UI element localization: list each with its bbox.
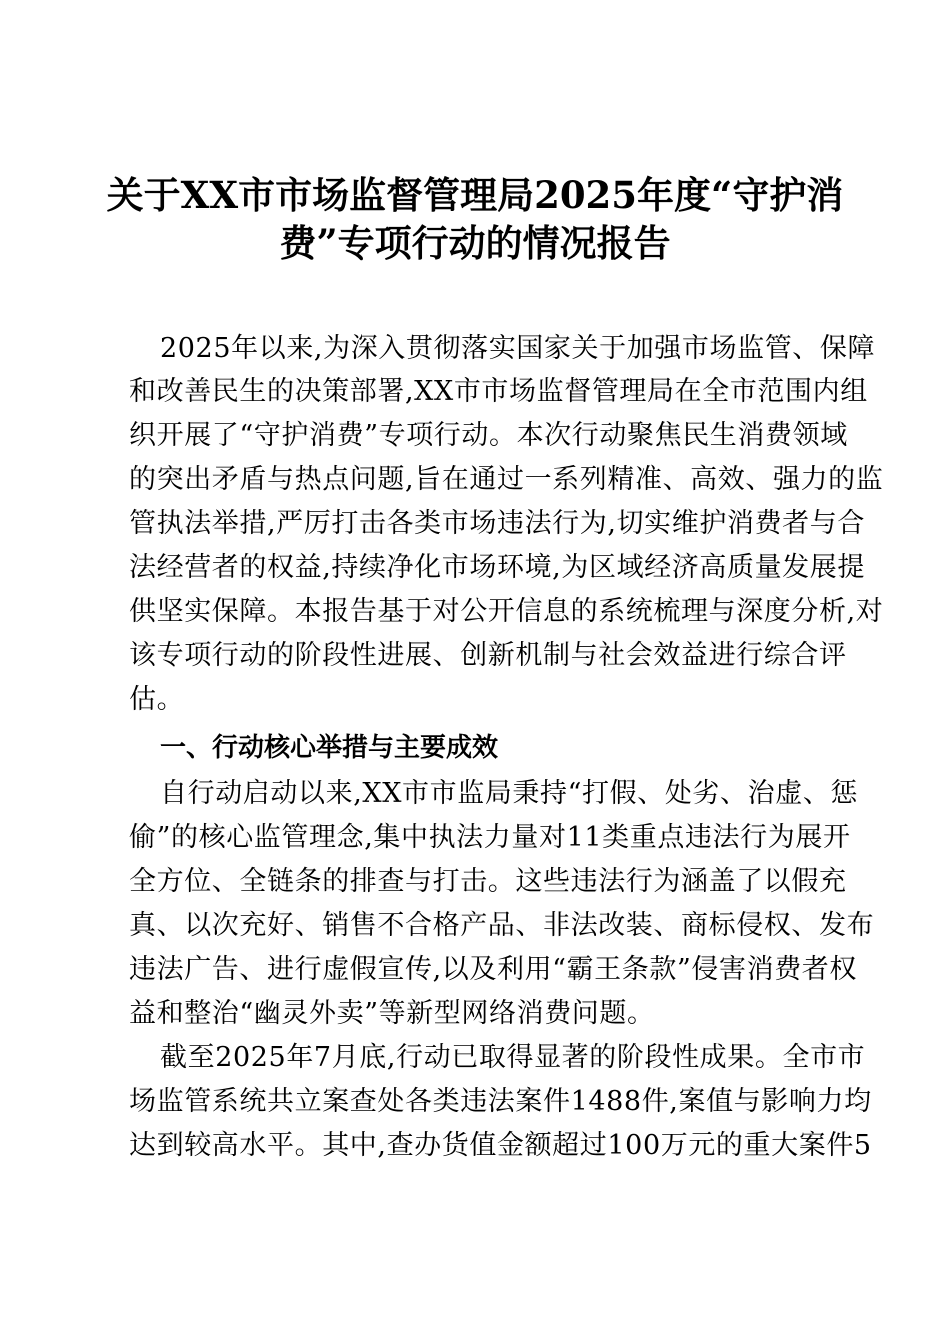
paragraph-1-line-2: 和改善民生的决策部署,XX市市场监督管理局在全市范围内组	[129, 376, 868, 407]
document-title-line-1: 关于XX市市场监督管理局2025年度“守护消	[106, 173, 844, 217]
paragraph-1-line-7: 供坚实保障。本报告基于对公开信息的系统梳理与深度分析,对	[129, 596, 884, 627]
paragraph-1-line-5: 管执法举措,严厉打击各类市场违法行为,切实维护消费者与合	[129, 508, 865, 539]
paragraph-1-line-1: 2025年以来,为深入贯彻落实国家关于加强市场监管、保障	[160, 333, 876, 364]
paragraph-2-line-6: 益和整治“幽灵外卖”等新型网络消费问题。	[129, 998, 655, 1029]
section-heading-1: 一、行动核心举措与主要成效	[160, 733, 499, 763]
paragraph-1-line-3: 织开展了“守护消费”专项行动。本次行动聚焦民生消费领域	[129, 420, 848, 451]
paragraph-3-line-3: 达到较高水平。其中,查办货值金额超过100万元的重大案件5	[129, 1130, 872, 1161]
paragraph-1-line-8: 该专项行动的阶段性进展、创新机制与社会效益进行综合评	[129, 640, 847, 671]
paragraph-3-line-2: 场监管系统共立案查处各类违法案件1488件,案值与影响力均	[129, 1086, 872, 1117]
paragraph-2-line-4: 真、以次充好、销售不合格产品、非法改装、商标侵权、发布	[129, 910, 875, 941]
paragraph-2-line-2: 偷”的核心监管理念,集中执法力量对11类重点违法行为展开	[129, 822, 851, 853]
paragraph-3-line-1: 截至2025年7月底,行动已取得显著的阶段性成果。全市市	[160, 1042, 866, 1073]
paragraph-1-line-9: 估。	[129, 684, 185, 715]
paragraph-2-line-5: 违法广告、进行虚假宣传,以及利用“霸王条款”侵害消费者权	[129, 954, 857, 985]
paragraph-1-line-4: 的突出矛盾与热点问题,旨在通过一系列精准、高效、强力的监	[129, 464, 884, 495]
document-title-line-2: 费”专项行动的情况报告	[279, 221, 671, 265]
paragraph-2-line-3: 全方位、全链条的排查与打击。这些违法行为涵盖了以假充	[129, 866, 847, 897]
paragraph-1-line-6: 法经营者的权益,持续净化市场环境,为区域经济高质量发展提	[129, 552, 865, 583]
paragraph-2-line-1: 自行动启动以来,XX市市监局秉持“打假、处劣、治虚、惩	[160, 778, 859, 809]
